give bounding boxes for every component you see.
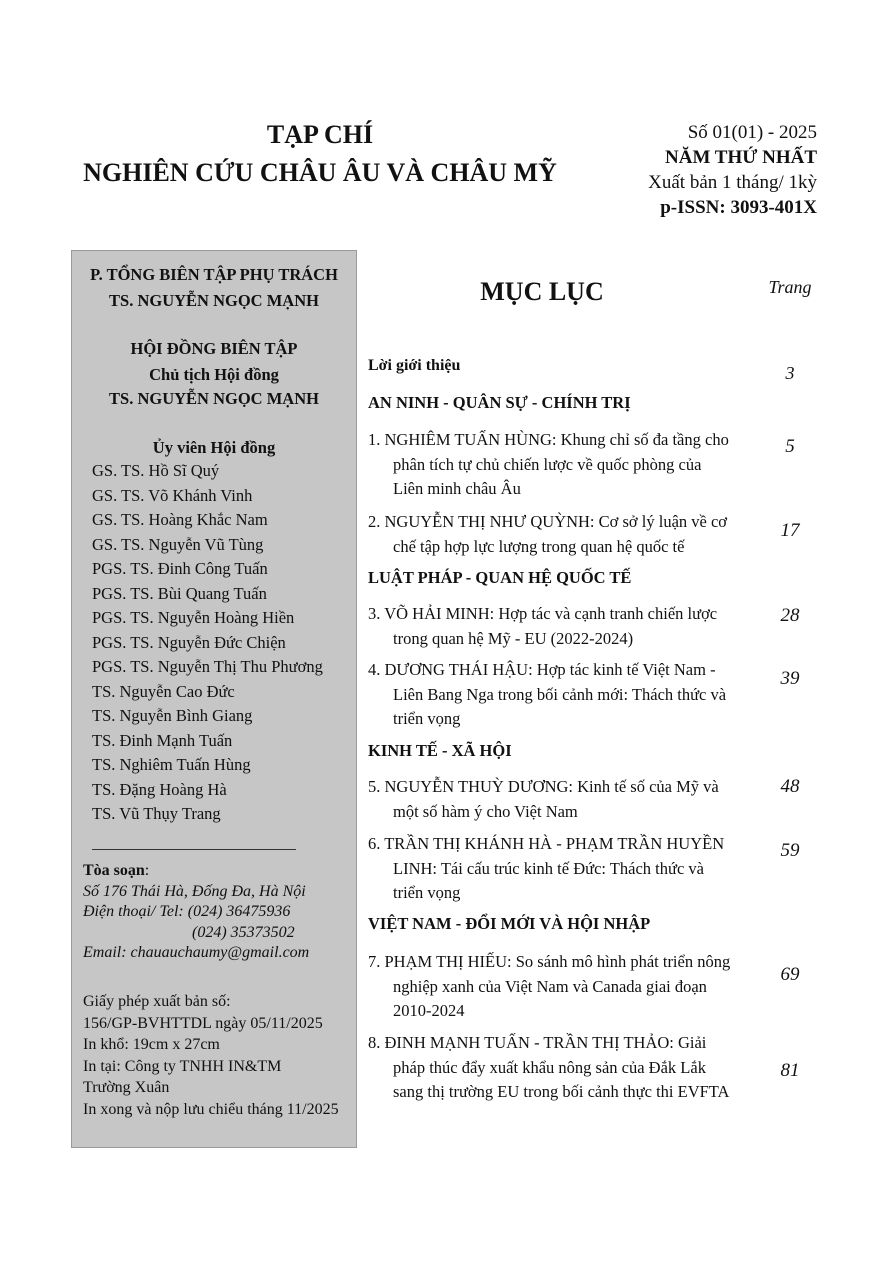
toc-entry-line: triển vọng [393,883,461,902]
office-phone: Điện thoại/ Tel: (024) 36475936 [83,903,291,920]
member-item: TS. Vũ Thụy Trang [92,804,221,823]
board-title: HỘI ĐỒNG BIÊN TẬP [130,339,298,358]
toc-entry-line: 3. VÕ HẢI MINH: Hợp tác và cạnh tranh chiến lược [368,604,718,623]
toc-entry[interactable] [368,832,745,906]
office-email: Email: chauauchaumy@gmail.com [83,944,310,961]
toc-page-label: Trang [768,277,812,297]
member-item: PGS. TS. Bùi Quang Tuấn [92,583,267,603]
member-list [92,459,323,827]
office-phone-2: (024) 35373502 [192,923,295,941]
toc-entry-line: LINH: Tái cấu trúc kinh tế Đức: Thách thức và [393,858,704,878]
toc-entry-line: nghiệp xanh của Việt Nam và Canada giai đoạn [393,976,707,996]
toc-entry-line: triển vọng [393,709,461,728]
toc-entry-line: 5. NGUYỄN THUỲ DƯƠNG: Kinh tế số của Mỹ và [368,777,719,796]
toc-entry[interactable] [368,775,745,824]
editor-role: P. TỔNG BIÊN TẬP PHỤ TRÁCH [90,265,338,284]
toc-entry-line: Liên Bang Nga trong bối cảnh mới: Thách thức và [393,684,727,704]
deposit-info: In xong và nộp lưu chiểu tháng 11/2025 [83,1100,339,1118]
toc-intro-page: 3 [785,363,795,383]
sidebar-divider [92,849,296,850]
toc-entry-page: 59 [780,840,800,861]
journal-title-line1: TẠP CHÍ [266,120,374,149]
toc-title: MỤC LỤC [480,277,604,306]
issn: p-ISSN: 3093-401X [660,197,817,218]
license-line: Giấy phép xuất bản số: [83,993,231,1010]
toc-entry[interactable] [368,602,745,651]
toc-section-heading: AN NINH - QUÂN SỰ - CHÍNH TRỊ [368,393,631,412]
print-size: In khổ: 19cm x 27cm [83,1036,220,1053]
toc-entry-line: 6. TRẦN THỊ KHÁNH HÀ - PHẠM TRẦN HUYỀN [368,834,725,853]
toc-entry-line: Liên minh châu Âu [393,479,521,498]
printer-name: Trường Xuân [83,1079,170,1096]
issue-year: NĂM THỨ NHẤT [665,147,817,168]
member-item: TS. Đặng Hoàng Hà [92,779,227,799]
issue-info [557,120,817,220]
member-item: GS. TS. Nguyễn Vũ Tùng [92,534,264,554]
toc-entry-page: 48 [780,776,800,797]
toc-intro: Lời giới thiệu [368,357,461,374]
office-label-colon: : [144,862,150,879]
member-item: GS. TS. Hồ Sĩ Quý [92,461,220,480]
member-item: TS. Nghiêm Tuấn Hùng [92,755,251,774]
toc-entry-line: 7. PHẠM THỊ HIẾU: So sánh mô hình phát triển nông [368,952,731,971]
member-item: GS. TS. Hoàng Khắc Nam [92,510,268,529]
printer: In tại: Công ty TNHH IN&TM [83,1057,282,1075]
office-label-text: Tòa soạn [83,862,145,879]
member-item: TS. Nguyễn Bình Giang [92,706,253,725]
toc-entry-page: 69 [780,964,800,985]
toc-entry-line: chế tập hợp lực lượng trong quan hệ quốc tế [393,536,685,556]
office-label [83,861,309,882]
toc-section-heading: VIỆT NAM - ĐỔI MỚI VÀ HỘI NHẬP [368,914,651,933]
toc-entry-line: 8. ĐINH MẠNH TUẤN - TRẦN THỊ THẢO: Giải [368,1033,707,1052]
toc-entry[interactable] [368,950,745,1024]
members-title: Ủy viên Hội đồng [152,438,276,457]
toc-entry-page: 81 [780,1060,800,1081]
license-number: 156/GP-BVHTTDL ngày 05/11/2025 [83,1014,323,1032]
toc-section-heading: LUẬT PHÁP - QUAN HỆ QUỐC TẾ [368,568,632,587]
toc-entry[interactable] [368,428,745,502]
toc-entry-page: 28 [780,605,800,626]
toc-entry-line: một số hàm ý cho Việt Nam [393,801,578,821]
member-item: PGS. TS. Nguyễn Hoàng Hiền [92,608,295,627]
toc-entry-line: 2010-2024 [393,1001,465,1020]
toc-entry-line: sang thị trường EU trong bối cảnh thực thi EVFTA [393,1082,730,1101]
toc-entry-line: 4. DƯƠNG THÁI HẬU: Hợp tác kinh tế Việt Nam - [368,660,716,679]
toc-entry-line: 2. NGUYỄN THỊ NHƯ QUỲNH: Cơ sở lý luận về cơ [368,512,728,531]
office-address: Số 176 Thái Hà, Đống Đa, Hà Nội [83,882,306,900]
license-info [83,991,339,1120]
toc-entry-page: 17 [780,520,800,541]
toc-entry-line: phân tích tự chủ chiến lược về quốc phòng của [393,454,702,474]
office-info [83,861,309,964]
editor-name: TS. NGUYỄN NGỌC MẠNH [109,291,319,310]
member-item: GS. TS. Võ Khánh Vinh [92,485,253,505]
toc-entry-line: 1. NGHIÊM TUẤN HÙNG: Khung chỉ số đa tầng cho [368,430,729,449]
toc-section-heading: KINH TẾ - XÃ HỘI [368,741,512,760]
toc-entry[interactable] [368,510,745,559]
member-item: PGS. TS. Đinh Công Tuấn [92,559,268,578]
editorial-sidebar [71,250,357,1148]
toc-entry-page: 5 [785,436,795,457]
chair-name: TS. NGUYỄN NGỌC MẠNH [109,389,319,408]
toc-entry[interactable] [368,1031,745,1105]
member-item: TS. Nguyễn Cao Đức [92,681,235,701]
member-item: TS. Đinh Mạnh Tuấn [92,730,233,750]
issue-frequency: Xuất bản 1 tháng/ 1kỳ [648,172,817,193]
chair-title: Chủ tịch Hội đồng [149,365,279,384]
journal-title-line2: NGHIÊN CỨU CHÂU ÂU VÀ CHÂU MỸ [83,158,557,187]
toc-entry-line: trong quan hệ Mỹ - EU (2022-2024) [393,628,634,648]
member-item: PGS. TS. Nguyễn Đức Chiện [92,632,286,652]
toc-entry-page: 39 [780,668,800,689]
member-item: PGS. TS. Nguyễn Thị Thu Phương [92,657,323,676]
issue-number: Số 01(01) - 2025 [687,122,817,143]
toc-entry[interactable] [368,658,745,732]
toc-entry-line: pháp thúc đẩy xuất khẩu nông sản của Đắk Lắk [393,1057,706,1077]
